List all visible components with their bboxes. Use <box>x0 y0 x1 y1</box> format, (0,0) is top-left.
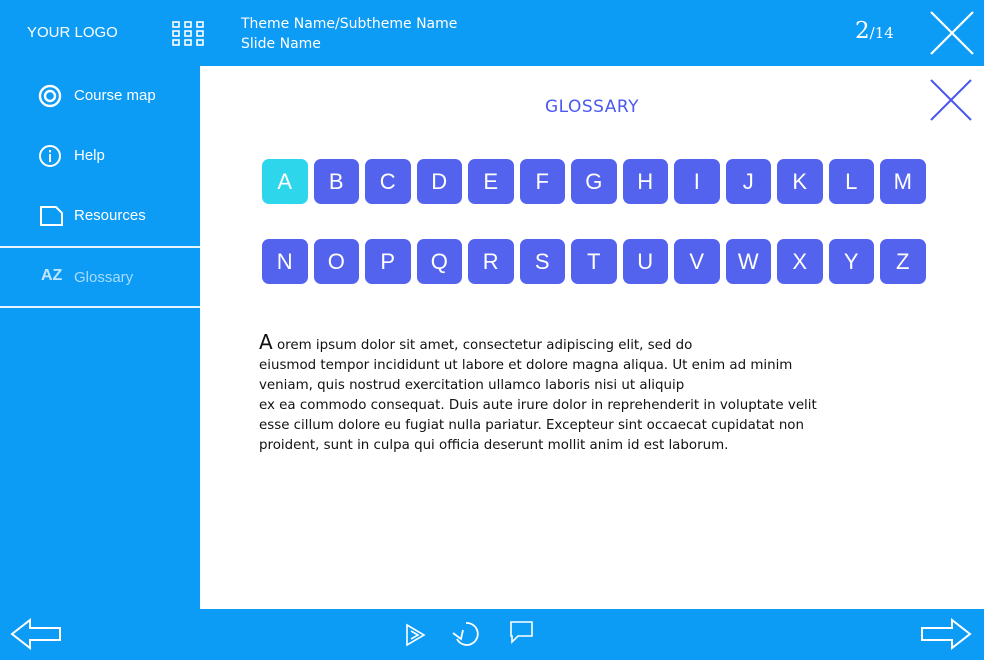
letter-button-d[interactable]: D <box>417 159 463 204</box>
logo: YOUR LOGO <box>27 24 118 41</box>
letter-button-o[interactable]: O <box>314 239 360 284</box>
letter-button-y[interactable]: Y <box>829 239 875 284</box>
letter-button-z[interactable]: Z <box>880 239 926 284</box>
target-icon <box>38 84 62 108</box>
replay-icon[interactable] <box>452 619 482 649</box>
folder-icon <box>38 204 64 228</box>
close-course-icon[interactable] <box>929 10 975 56</box>
info-icon <box>38 144 62 168</box>
text-line: orem ipsum dolor sit amet, consectetur adipiscing elit, sed do <box>272 338 693 353</box>
sidebar-item-course-map[interactable] <box>0 66 200 126</box>
text-line: eiusmod tempor incididunt ut labore et dolore magna aliqua. Ut enim ad minim <box>259 358 793 373</box>
text-line: veniam, quis nostrud exercitation ullamco laboris nisi ut aliquip <box>259 378 685 393</box>
letter-button-i[interactable]: I <box>674 159 720 204</box>
letter-button-r[interactable]: R <box>468 239 514 284</box>
sidebar-item-resources[interactable] <box>0 186 200 246</box>
letter-button-v[interactable]: V <box>674 239 720 284</box>
sidebar <box>0 66 200 609</box>
letter-button-c[interactable]: C <box>365 159 411 204</box>
slide-name: Slide Name <box>241 36 321 52</box>
next-arrow-icon[interactable] <box>920 618 972 650</box>
letter-button-x[interactable]: X <box>777 239 823 284</box>
play-icon[interactable] <box>404 623 426 647</box>
letter-button-q[interactable]: Q <box>417 239 463 284</box>
text-line: ex ea commodo consequat. Duis aute irure dolor in reprehenderit in voluptate velit <box>259 398 817 413</box>
menu-grid-icon[interactable] <box>172 20 204 48</box>
letter-button-u[interactable]: U <box>623 239 669 284</box>
letter-row-n-z <box>262 239 926 284</box>
back-arrow-icon[interactable] <box>10 618 62 650</box>
page-title: GLOSSARY <box>544 97 640 117</box>
text-line: esse cillum dolore eu fugiat nulla pariatur. Excepteur sint occaecat cupidatat non <box>259 418 804 433</box>
slide-counter <box>855 18 894 44</box>
sidebar-item-glossary[interactable] <box>0 246 200 308</box>
current-slide: 2 <box>855 18 870 44</box>
glossary-panel <box>200 66 984 609</box>
sidebar-item-label: Course map <box>74 87 156 104</box>
letter-button-e[interactable]: E <box>468 159 514 204</box>
letter-button-s[interactable]: S <box>520 239 566 284</box>
sidebar-item-help[interactable] <box>0 126 200 186</box>
letter-row-a-m <box>262 159 926 204</box>
sidebar-item-label: Resources <box>74 207 146 224</box>
letter-button-t[interactable]: T <box>571 239 617 284</box>
glossary-definition <box>259 332 879 456</box>
letter-button-p[interactable]: P <box>365 239 411 284</box>
letter-button-a[interactable]: A <box>262 159 308 204</box>
slide-info <box>241 14 457 54</box>
top-bar <box>0 0 984 66</box>
letter-button-f[interactable]: F <box>520 159 566 204</box>
letter-button-g[interactable]: G <box>571 159 617 204</box>
az-icon: AZ <box>41 267 63 284</box>
letter-button-m[interactable]: M <box>880 159 926 204</box>
text-line: proident, sunt in culpa qui officia deserunt mollit anim id est laborum. <box>259 438 729 453</box>
bottom-bar <box>0 609 984 660</box>
letter-button-b[interactable]: B <box>314 159 360 204</box>
letter-button-h[interactable]: H <box>623 159 669 204</box>
letter-button-k[interactable]: K <box>777 159 823 204</box>
sidebar-item-label: Glossary <box>74 269 134 286</box>
theme-name: Theme Name/Subtheme Name <box>241 16 458 32</box>
letter-button-w[interactable]: W <box>726 239 772 284</box>
letter-button-l[interactable]: L <box>829 159 875 204</box>
comment-icon[interactable] <box>509 620 534 644</box>
total-slides: /14 <box>869 24 894 42</box>
sidebar-item-label: Help <box>74 147 105 164</box>
letter-button-j[interactable]: J <box>726 159 772 204</box>
letter-button-n[interactable]: N <box>262 239 308 284</box>
drop-cap: A <box>259 330 273 354</box>
